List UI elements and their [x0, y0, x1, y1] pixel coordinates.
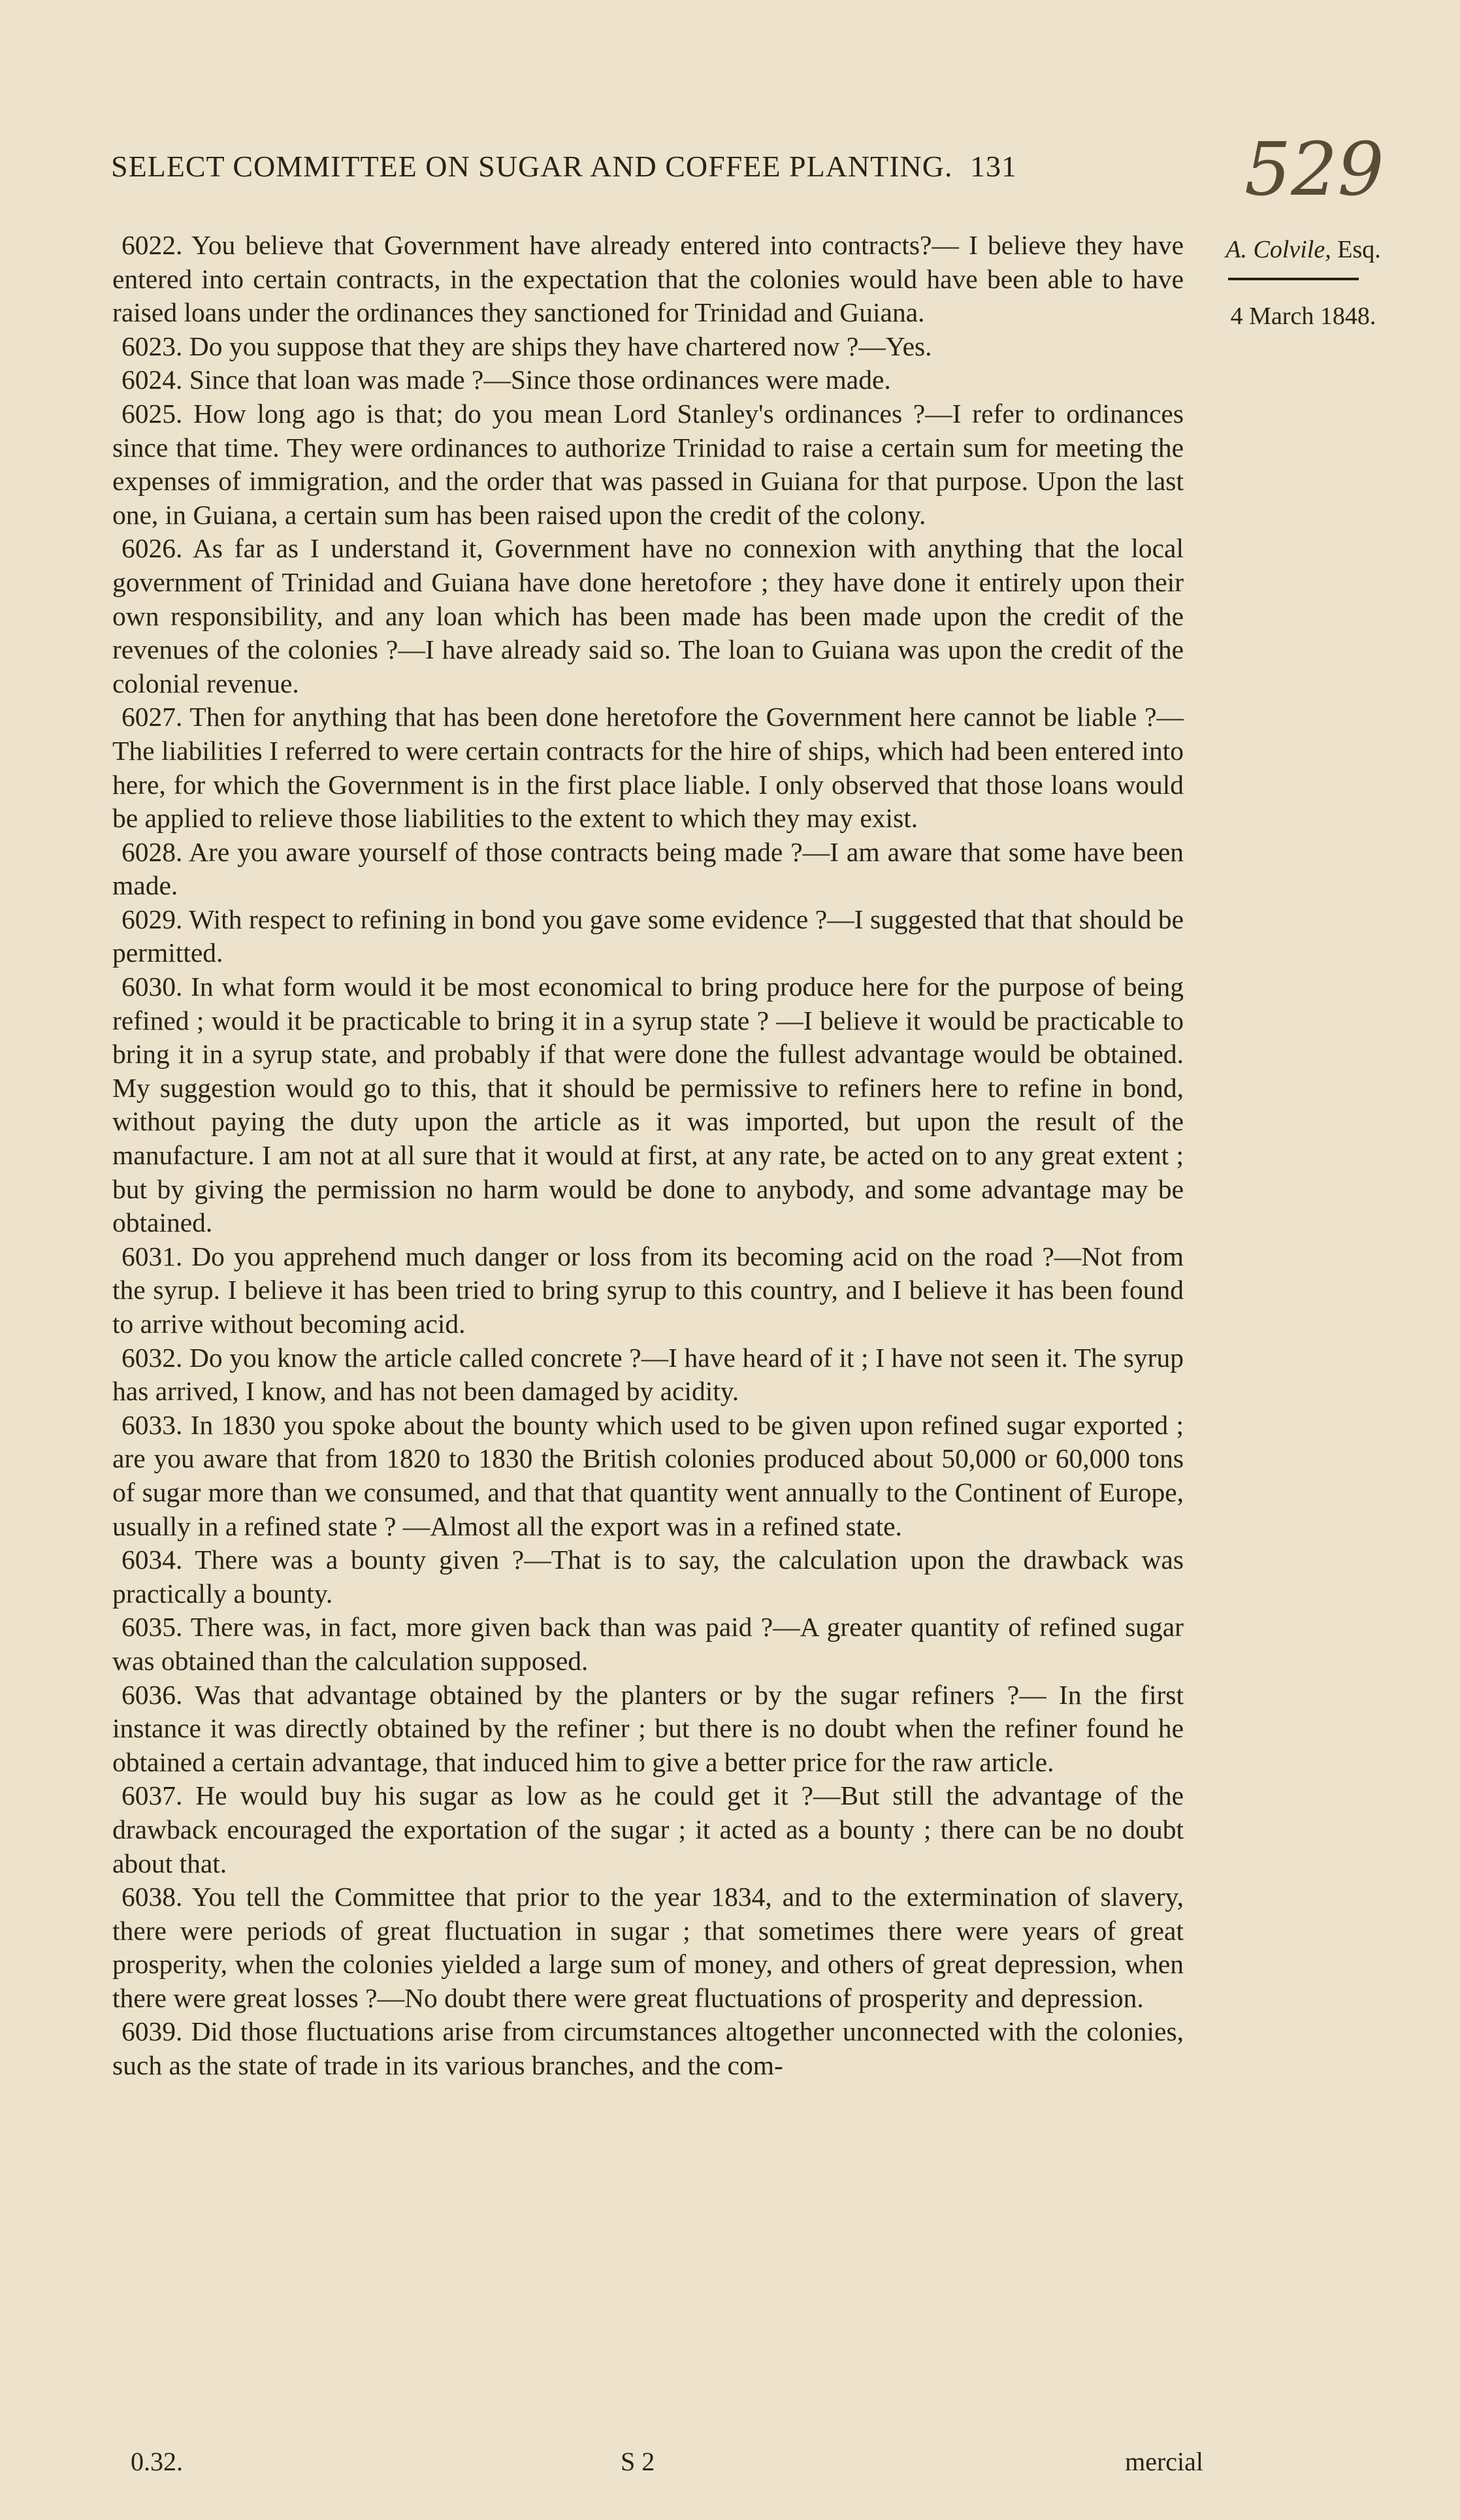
paragraph-6032: 6032. Do you know the article called concrete ?—I have heard of it ; I have not seen it. The syrup has arrived, I know, and has not been damaged by acidity. — [112, 1342, 1184, 1407]
paragraph-6039: 6039. Did those fluctuations arise from circumstances altogether unconnected with the colonies, such as the state of trade in its various branches, and the com- — [112, 2016, 1184, 2081]
witness-sidenote — [1212, 235, 1395, 264]
paragraph-6026: 6026. As far as I understand it, Government have no connexion with anything that the local government of Trinidad and Guiana have done heretofore ; they have done it entirely upon their own responsibility, and any loan which has been made has been made upon the credit of the revenues of the colonies ?—I have already said so. The loan to Guiana was upon the credit of the colonial revenue. — [112, 533, 1184, 698]
paragraph-6024: 6024. Since that loan was made ?—Since those ordinances were made. — [122, 365, 891, 395]
footer-catchword: mercial — [1125, 2447, 1203, 2476]
paragraph-6030: 6030. In what form would it be most economical to bring produce here for the purpose of being refined ; would it be practicable to bring it in a syrup state ? —I believe it would be practicable to bring it in a syrup state, and probably if that were done the fullest advantage would be obtained. My suggestion would go to this, that it should be permissive to refiners here to refine in bond, without paying the duty upon the article as it was imported, but upon the result of the manufacture. I am not at all sure that it would at first, at any rate, be acted on to any great extent ; but by giving the permission no harm would be done to anybody, and some advantage may be obtained. — [112, 972, 1184, 1238]
paragraph-6022: 6022. You believe that Government have already entered into contracts?— I believe they have entered into certain contracts, in the expectation that the colonies would have been able to have raised loans under the ordinances they sanctioned for Trinidad and Guiana. — [112, 230, 1184, 328]
running-header — [111, 149, 1189, 184]
paragraph-6033: 6033. In 1830 you spoke about the bounty which used to be given upon refined sugar exported ; are you aware that from 1820 to 1830 the British colonies produced about 50,000 or 60,000 tons of sugar more than we consumed, and that that quantity went annually to the Continent of Europe, usually in a refined state ? —Almost all the export was in a refined state. — [112, 1409, 1184, 1541]
page-number: 131 — [969, 150, 1017, 183]
paragraph-6028: 6028. Are you aware yourself of those contracts being made ?—I am aware that some have been made. — [112, 836, 1184, 901]
paragraph-6031: 6031. Do you apprehend much danger or loss from its becoming acid on the road ?—Not from the syrup. I believe it has been tried to bring syrup to this country, and I believe it has been found to arrive without becoming acid. — [112, 1241, 1184, 1339]
paragraph-6038: 6038. You tell the Committee that prior to the year 1834, and to the extermination of slavery, there were periods of great fluctuation in sugar ; that sometimes there were years of great prosperity, when the colonies yielded a large sum of money, and others of great depression, when there were great losses ?—No doubt there were great fluctuations of prosperity and depression. — [112, 1882, 1184, 2013]
sidenote-rule — [1228, 278, 1359, 280]
footer-signature-mark: S 2 — [621, 2447, 655, 2476]
paragraph-6035: 6035. There was, in fact, more given back than was paid ?—A greater quantity of refined sugar was obtained than the calculation supposed. — [112, 1612, 1184, 1676]
paragraph-6027: 6027. Then for anything that has been done heretofore the Government here cannot be liable ?—The liabilities I referred to were certain contracts for the hire of ships, which had been entered into here, for which the Government is in the first place liable. I only observed that those loans would be applied to relieve those liabilities to the extent to which they may exist. — [112, 702, 1184, 834]
sidenote-date: 4 March 1848. — [1230, 303, 1376, 330]
paragraph-6023: 6023. Do you suppose that they are ships they have chartered now ?—Yes. — [122, 331, 932, 361]
paragraph-6037: 6037. He would buy his sugar as low as he could get it ?—But still the advantage of the drawback encouraged the exportation of the sugar ; it acted as a bounty ; there can be no doubt about that. — [112, 1780, 1184, 1878]
handwritten-folio-number: 529 — [1244, 127, 1384, 212]
footer-sheet-number: 0.32. — [131, 2447, 183, 2476]
header-title: SELECT COMMITTEE ON SUGAR AND COFFEE PLANTING. — [111, 150, 953, 183]
paragraph-6029: 6029. With respect to refining in bond you gave some evidence ?—I suggested that that should be permitted. — [112, 904, 1184, 968]
witness-name: A. Colvile, — [1225, 236, 1331, 263]
paragraph-6034: 6034. There was a bounty given ?—That is to say, the calculation upon the drawback was practically a bounty. — [112, 1545, 1184, 1609]
witness-suffix: Esq. — [1337, 236, 1381, 263]
paragraph-6025: 6025. How long ago is that; do you mean Lord Stanley's ordinances ?—I refer to ordinances since that time. They were ordinances to authorize Trinidad to raise a certain sum for meeting the expenses of immigration, and the order that was passed in Guiana for that purpose. Upon the last one, in Guiana, a certain sum has been raised upon the credit of the colony. — [112, 398, 1184, 530]
paragraph-6036: 6036. Was that advantage obtained by the planters or by the sugar refiners ?— In the first instance it was directly obtained by the refiner ; but there is no doubt when the refiner found he obtained a certain advantage, that induced him to give a better price for the raw article. — [112, 1679, 1184, 1777]
evidence-text — [112, 229, 1184, 2083]
